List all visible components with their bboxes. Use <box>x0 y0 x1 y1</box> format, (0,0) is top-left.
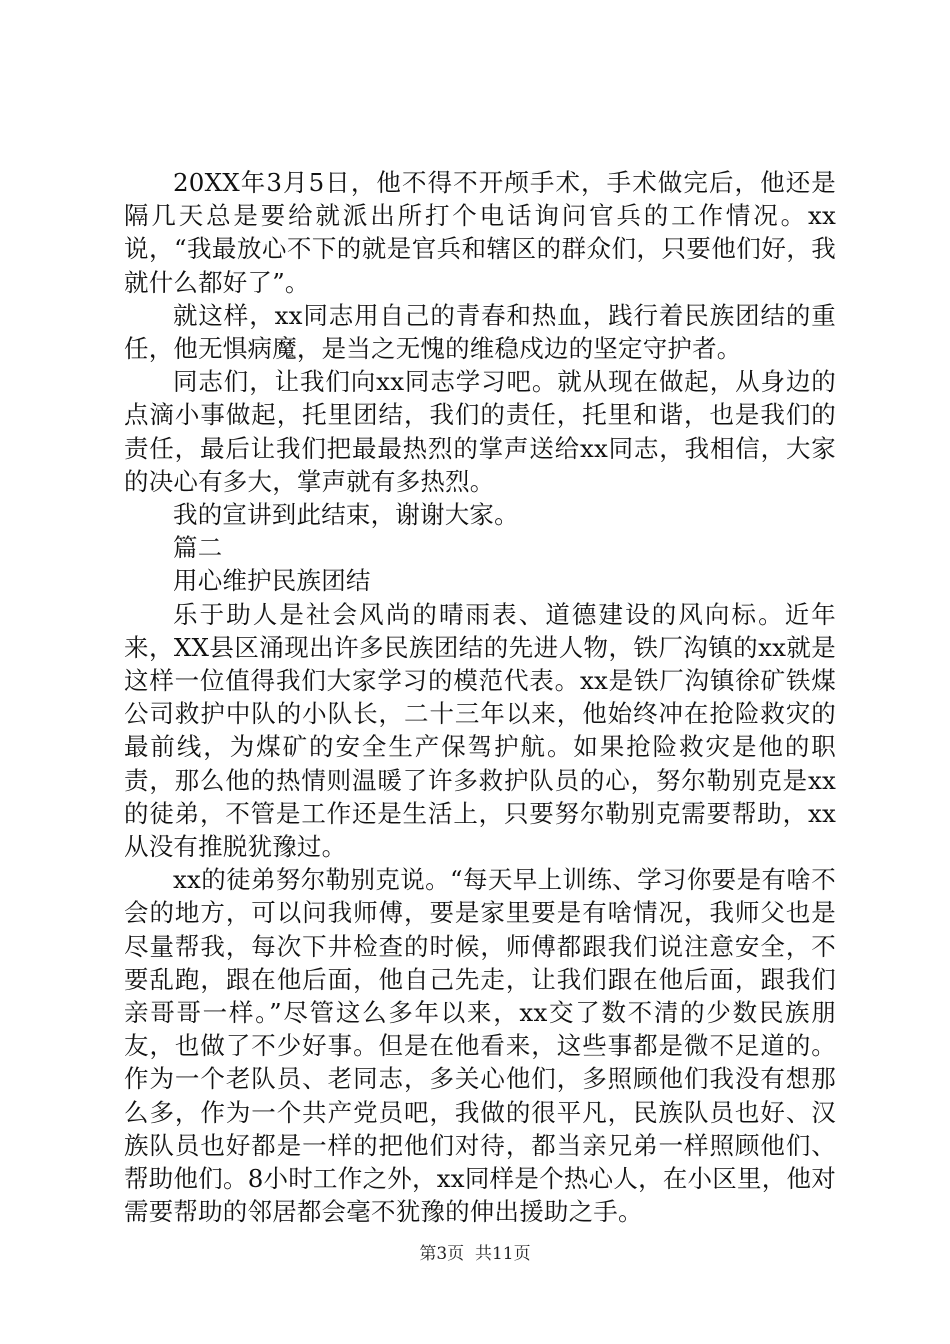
page-number: 第3页 共11页 <box>419 1244 531 1264</box>
section-heading: 篇二 <box>173 533 223 563</box>
paragraph: xx的徒弟努尔勒别克说。“每天早上训练、学习你要是有啥不会的地方，可以问我师傅，要是家里要是有啥情况，我师父也是尽量帮我，每次下井检查的时候，师傅都跟我们说注意安全，不要乱跑，跟在他后面，他自己先走，让我们跟在他后面，跟我们亲哥哥一样。”尽管这么多年以来，xx交了数不清的少数民族朋友，也做了不少好事。但是在他看来，这些事都是微不足道的。作为一个老队员、老同志，多关心他们，多照顾他们我没有想那么多，作为一个共产党员吧，我做的很平凡，民族队员也好、汉族队员也好都是一样的把他们对待，都当亲兄弟一样照顾他们、帮助他们。8小时工作之外，xx同样是个热心人，在小区里，他对需要帮助的邻居都会毫不犹豫的伸出援助之手。 <box>124 865 836 1227</box>
document-body <box>124 166 836 1229</box>
paragraph: 乐于助人是社会风尚的晴雨表、道德建设的风向标。近年来，XX县区涌现出许多民族团结的先进人物，铁厂沟镇的xx就是这样一位值得我们大家学习的模范代表。xx是铁厂沟镇徐矿铁煤公司救护中队的小队长，二十三年以来，他始终冲在抢险救灾的最前线，为煤矿的安全生产保驾护航。如果抢险救灾是他的职责，那么他的热情则温暖了许多救护队员的心，努尔勒别克是xx的徒弟，不管是工作还是生活上，只要努尔勒别克需要帮助，xx从没有推脱犹豫过。 <box>124 599 836 862</box>
paragraph: 我的宣讲到此结束，谢谢大家。 <box>173 500 519 530</box>
paragraph: 就这样，xx同志用自己的青春和热血，践行着民族团结的重任，他无惧病魔，是当之无愧的维稳戍边的坚定守护者。 <box>124 300 836 364</box>
page-footer <box>0 1243 950 1265</box>
section-title: 用心维护民族团结 <box>173 566 371 596</box>
paragraph: 20XX年3月5日，他不得不开颅手术，手术做完后，他还是隔几天总是要给就派出所打个电话询问官兵的工作情况。xx说，“我最放心不下的就是官兵和辖区的群众们，只要他们好，我就什么都好了”。 <box>124 168 836 297</box>
paragraph: 同志们，让我们向xx同志学习吧。就从现在做起，从身边的点滴小事做起，托里团结，我们的责任，托里和谐，也是我们的责任，最后让我们把最最热烈的掌声送给xx同志，我相信，大家的决心有多大，掌声就有多热烈。 <box>124 367 836 496</box>
